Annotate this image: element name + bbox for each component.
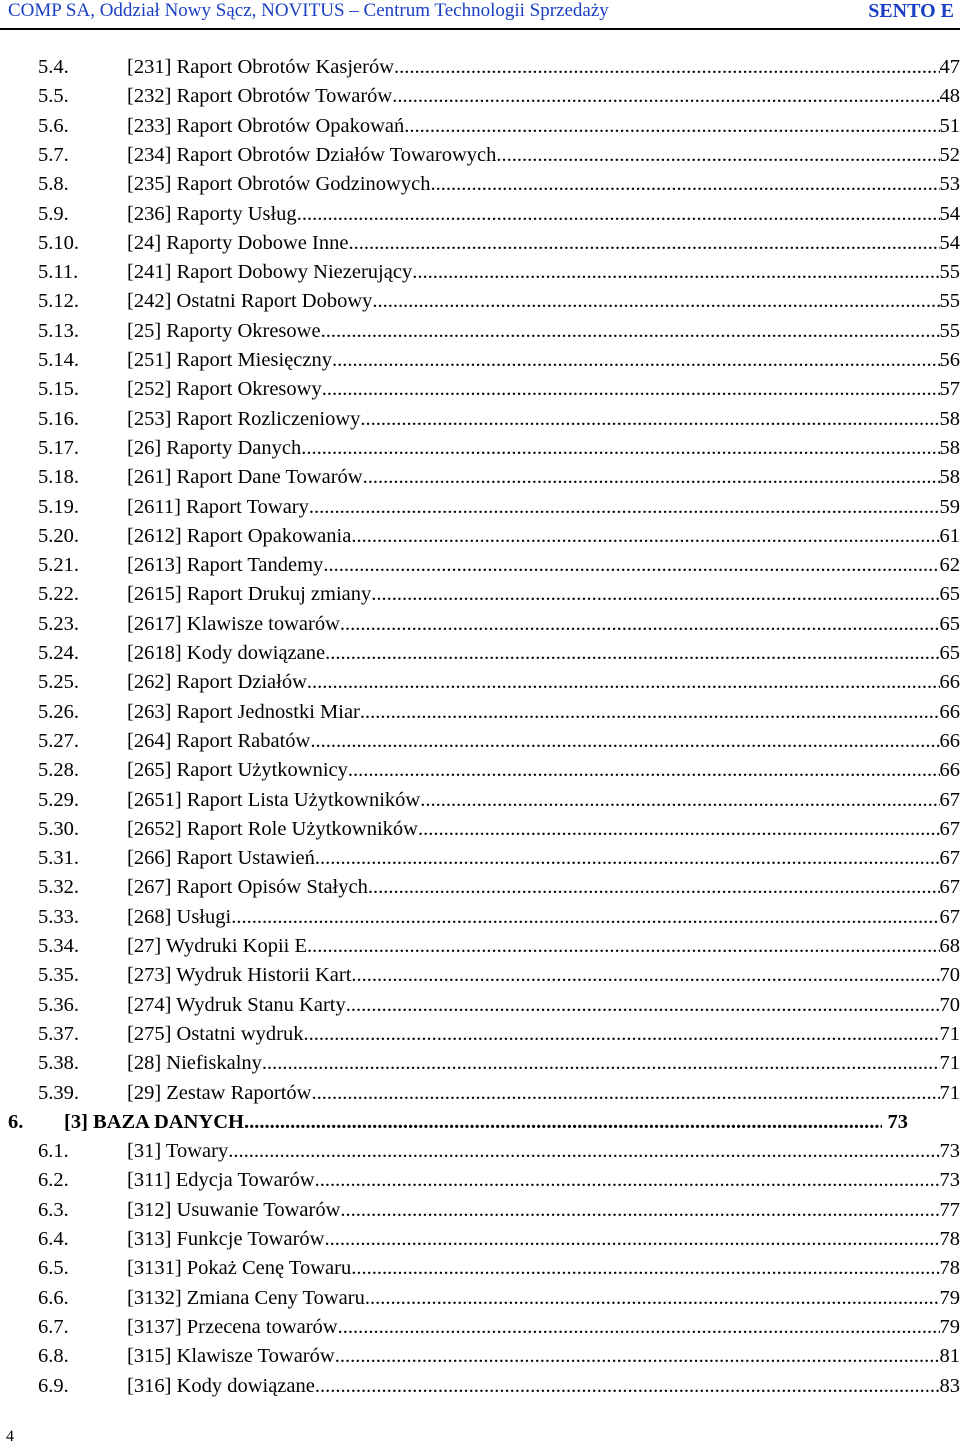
toc-entry-page: 48: [939, 85, 960, 108]
toc-leader-dots: [392, 82, 939, 111]
toc-entry[interactable]: [0, 786, 960, 815]
toc-entry[interactable]: [0, 1049, 960, 1078]
toc-entry-title: [127, 1342, 960, 1371]
toc-entry-number: 5.34.: [38, 935, 79, 957]
toc-entry-page: 54: [939, 231, 960, 254]
toc-entry-label: [236] Raporty Usług: [127, 202, 297, 225]
toc-entry-title: [127, 580, 960, 609]
toc-leader-dots: [324, 1225, 939, 1254]
toc-entry-title: [127, 53, 960, 82]
toc-entry-label: [262] Raport Działów: [127, 671, 307, 694]
toc-entry-label: [2611] Raport Towary: [127, 495, 309, 518]
toc-entry-number: 6.2.: [38, 1169, 69, 1192]
toc-entry[interactable]: [0, 727, 960, 756]
toc-entry-number: 5.23.: [38, 612, 79, 635]
toc-entry-page: 57: [939, 378, 960, 401]
toc-entry[interactable]: [0, 1225, 960, 1254]
toc-entry-title: [127, 317, 960, 346]
toc-entry-number: 6.8.: [38, 1345, 69, 1368]
toc-entry-number: 5.26.: [38, 700, 79, 723]
toc-leader-dots: [404, 112, 939, 141]
toc-leader-dots: [412, 258, 939, 287]
toc-entry-title: [127, 1225, 960, 1254]
toc-entry-title: [127, 1313, 960, 1342]
toc-entry[interactable]: [0, 112, 960, 141]
toc-entry[interactable]: [0, 1372, 960, 1401]
toc-entry-label: [2651] Raport Lista Użytkowników: [127, 788, 421, 811]
toc-entry-page: 58: [939, 436, 960, 459]
toc-entry-page: 62: [939, 554, 960, 577]
toc-entry-page: 83: [939, 1374, 960, 1397]
toc-entry-page: 78: [939, 1257, 960, 1280]
toc-entry-page: 59: [939, 495, 960, 518]
toc-leader-dots: [310, 727, 939, 756]
toc-entry-label: [3131] Pokaż Cenę Towaru: [127, 1257, 352, 1280]
page-header: [0, 0, 960, 26]
toc-entry[interactable]: [0, 287, 960, 316]
toc-entry-page: 51: [939, 114, 960, 137]
toc-leader-dots: [311, 1079, 939, 1108]
toc-entry-number: 5.10.: [38, 231, 79, 254]
toc-leader-dots: [322, 375, 940, 404]
toc-entry-number: 5.36.: [38, 993, 79, 1016]
toc-entry-label: [266] Raport Ustawień: [127, 847, 315, 870]
toc-entry-label: [261] Raport Dane Towarów: [127, 466, 363, 489]
toc-entry-page: 67: [939, 876, 960, 899]
toc-entry-number: 5.4.: [38, 56, 69, 78]
toc-entry-page: 70: [939, 964, 960, 987]
toc-entry-number: 5.32.: [38, 876, 79, 899]
toc-entry-number: 6.7.: [38, 1315, 69, 1338]
toc-leader-dots: [323, 551, 939, 580]
toc-entry-title: [127, 434, 960, 463]
toc-entry-title: [127, 786, 960, 815]
toc-entry-number: 6.5.: [38, 1257, 69, 1280]
page-number: 4: [6, 1428, 14, 1445]
toc-entry-label: [2613] Raport Tandemy: [127, 554, 324, 577]
toc-entry-label: [265] Raport Użytkownicy: [127, 759, 348, 782]
toc-entry-page: 68: [939, 935, 960, 957]
toc-entry[interactable]: [0, 1196, 960, 1225]
toc-entry-title: [127, 258, 960, 287]
toc-entry-number: 5.39.: [38, 1081, 79, 1104]
toc-entry-title: [127, 1020, 960, 1049]
toc-entry-label: [3] BAZA DANYCH: [64, 1110, 244, 1133]
toc-entry-label: [2618] Kody dowiązane: [127, 642, 326, 664]
toc-leader-dots: [351, 522, 939, 551]
toc-entry[interactable]: [0, 375, 960, 404]
toc-entry-label: [312] Usuwanie Towarów: [127, 1198, 341, 1221]
toc-entry-label: [316] Kody dowiązane: [127, 1374, 315, 1397]
toc-entry-label: [313] Funkcje Towarów: [127, 1228, 325, 1250]
toc-entry[interactable]: [0, 961, 960, 990]
toc-entry-title: [127, 170, 960, 199]
toc-entry-page: 56: [939, 349, 960, 371]
toc-entry-title: [127, 141, 960, 170]
toc-entry-page: 73: [939, 1169, 960, 1192]
toc-entry-label: [263] Raport Jednostki Miar: [127, 700, 360, 723]
toc-entry-label: [267] Raport Opisów Stałych: [127, 876, 368, 899]
toc-entry[interactable]: [0, 1137, 960, 1166]
toc-entry-label: [311] Edycja Towarów: [127, 1169, 315, 1192]
toc-entry-page: 77: [939, 1198, 960, 1221]
toc-entry-page: 55: [939, 290, 960, 313]
toc-leader-dots: [262, 1049, 940, 1078]
toc-entry-number: 5.5.: [38, 85, 69, 108]
toc-entry-page: 79: [939, 1315, 960, 1338]
toc-entry-title: [127, 903, 960, 932]
toc-entry[interactable]: [0, 522, 960, 551]
toc-entry-number: 5.20.: [38, 524, 79, 547]
toc-leader-dots: [332, 346, 940, 375]
toc-leader-dots: [301, 434, 939, 463]
toc-entry[interactable]: [0, 991, 960, 1020]
toc-entry-label: [3132] Zmiana Ceny Towaru: [127, 1286, 365, 1309]
toc-leader-dots: [325, 639, 939, 668]
toc-entry-page: 65: [939, 612, 960, 635]
toc-entry-title: [127, 727, 960, 756]
toc-entry-page: 66: [939, 729, 960, 752]
toc-entry-title: [127, 1137, 960, 1166]
toc-entry-page: 71: [939, 1052, 960, 1075]
toc-entry[interactable]: [0, 756, 960, 785]
toc-entry-number: 5.16.: [38, 407, 79, 430]
toc-entry-title: [127, 1284, 960, 1313]
toc-entry-title: [127, 1049, 960, 1078]
toc-entry-label: [315] Klawisze Towarów: [127, 1345, 335, 1368]
toc-entry-label: [251] Raport Miesięczny: [127, 349, 332, 371]
toc-entry-label: [2612] Raport Opakowania: [127, 524, 352, 547]
toc-entry-number: 6.4.: [38, 1228, 69, 1250]
toc-entry-page: 71: [939, 1081, 960, 1104]
toc-entry[interactable]: [0, 258, 960, 287]
toc-entry-number: 5.29.: [38, 788, 79, 811]
toc-entry-label: [24] Raporty Dobowe Inne: [127, 231, 349, 254]
toc-entry[interactable]: [0, 1342, 960, 1371]
toc-entry[interactable]: [0, 493, 960, 522]
toc-entry[interactable]: [0, 1020, 960, 1049]
toc-entry-number: 6.1.: [38, 1140, 69, 1163]
toc-entry-page: 73: [887, 1110, 908, 1133]
toc-entry-label: [274] Wydruk Stanu Karty: [127, 993, 346, 1016]
toc-entry-title: [127, 346, 960, 375]
toc-leader-dots: [228, 1137, 939, 1166]
toc-entry-page: 65: [939, 642, 960, 664]
toc-entry[interactable]: [0, 932, 960, 961]
toc-entry-label: [273] Wydruk Historii Kart: [127, 964, 352, 987]
toc-entry[interactable]: [0, 1254, 960, 1283]
toc-entry-number: 5.28.: [38, 759, 79, 782]
toc-entry-number: 5.13.: [38, 319, 79, 342]
toc-entry-title: [127, 1079, 960, 1108]
toc-entry-number: 5.25.: [38, 671, 79, 694]
toc-leader-dots: [496, 141, 939, 170]
toc-entry[interactable]: [0, 317, 960, 346]
toc-entry-title: [127, 493, 960, 522]
toc-entry-label: [235] Raport Obrotów Godzinowych: [127, 173, 431, 196]
toc-entry[interactable]: [0, 551, 960, 580]
toc-entry-title: [127, 405, 960, 434]
toc-leader-dots: [315, 1166, 940, 1195]
toc-entry-page: 66: [939, 759, 960, 782]
toc-entry-title: [127, 1254, 960, 1283]
toc-leader-dots: [365, 1284, 940, 1313]
toc-entry[interactable]: [0, 903, 960, 932]
header-rule: [0, 28, 960, 30]
toc-entry-page: 81: [939, 1345, 960, 1368]
toc-entry-number: 5.12.: [38, 290, 79, 313]
toc-entry-title: [127, 551, 960, 580]
toc-entry-page: 66: [939, 671, 960, 694]
toc-entry-page: 54: [939, 202, 960, 225]
toc-leader-dots: [394, 53, 939, 82]
toc-entry-label: [231] Raport Obrotów Kasjerów: [127, 56, 395, 78]
toc-leader-dots: [430, 170, 939, 199]
toc-entry[interactable]: [0, 1284, 960, 1313]
toc-entry-label: [252] Raport Okresowy: [127, 378, 322, 401]
toc-entry-title: [127, 1372, 960, 1401]
toc-entry[interactable]: [0, 1166, 960, 1195]
toc-entry-number: 5.22.: [38, 583, 79, 606]
toc-leader-dots: [371, 580, 939, 609]
toc-entry-number: 5.38.: [38, 1052, 79, 1075]
toc-entry-title: [127, 610, 960, 639]
toc-entry-page: 55: [939, 319, 960, 342]
toc-entry-title: [127, 375, 960, 404]
toc-entry-number: 5.31.: [38, 847, 79, 870]
toc-entry-page: 53: [939, 173, 960, 196]
toc-leader-dots: [321, 317, 940, 346]
toc-entry-title: [127, 698, 960, 727]
toc-leader-dots: [304, 1020, 940, 1049]
toc-entry-title: [127, 522, 960, 551]
toc-entry-number: 5.18.: [38, 466, 79, 489]
toc-entry-page: 67: [939, 847, 960, 870]
toc-entry-title: [127, 112, 960, 141]
toc-entry[interactable]: [0, 580, 960, 609]
toc-entry-page: 58: [939, 407, 960, 430]
toc-entry-page: 58: [939, 466, 960, 489]
toc-entry-page: 65: [939, 583, 960, 606]
toc-entry-title: [127, 1166, 960, 1195]
header-company: COMP SA, Oddział Nowy Sącz, NOVITUS – Centrum Technologii Sprzedaży: [8, 0, 609, 21]
toc-entry-title: [127, 82, 960, 111]
toc-entry-number: 5.11.: [38, 261, 79, 284]
toc-entry-page: 66: [939, 700, 960, 723]
toc-entry-page: 67: [939, 817, 960, 840]
toc-leader-dots: [315, 844, 940, 873]
toc-entry-label: [264] Raport Rabatów: [127, 729, 311, 752]
toc-leader-dots: [231, 903, 939, 932]
toc-entry-number: 5.37.: [38, 1022, 79, 1045]
toc-entry[interactable]: [0, 141, 960, 170]
toc-entry-page: 61: [939, 524, 960, 547]
toc-entry-number: 6.9.: [38, 1374, 69, 1397]
toc-entry-page: 78: [939, 1228, 960, 1250]
toc-entry[interactable]: [0, 815, 960, 844]
toc-entry[interactable]: [0, 639, 960, 668]
toc-entry-number: 5.14.: [38, 349, 79, 371]
toc-leader-dots: [351, 1254, 939, 1283]
toc-entry-title: [127, 991, 960, 1020]
toc-entry-number: 6.6.: [38, 1286, 69, 1309]
toc-entry[interactable]: [0, 463, 960, 492]
toc-entry[interactable]: [0, 610, 960, 639]
toc-entry[interactable]: [0, 170, 960, 199]
toc-entry-number: 5.7.: [38, 143, 69, 166]
toc-entry-page: 55: [939, 261, 960, 284]
toc-leader-dots: [309, 493, 940, 522]
toc-leader-dots: [315, 1372, 940, 1401]
toc-entry-page: 70: [939, 993, 960, 1016]
toc-entry-title: [127, 229, 960, 258]
toc-entry-label: [29] Zestaw Raportów: [127, 1081, 312, 1104]
toc-leader-dots: [418, 815, 940, 844]
toc-entry-number: 5.15.: [38, 378, 79, 401]
toc-entry-number: 5.9.: [38, 202, 69, 225]
toc-entry[interactable]: [0, 873, 960, 902]
toc-entry[interactable]: [0, 698, 960, 727]
toc-leader-dots: [348, 229, 939, 258]
toc-entry-title: [127, 873, 960, 902]
toc-entry-label: [233] Raport Obrotów Opakowań: [127, 114, 405, 137]
toc-leader-dots: [335, 1342, 940, 1371]
toc-leader-dots: [244, 1108, 882, 1137]
toc-entry[interactable]: [0, 346, 960, 375]
toc-entry-title: [64, 1108, 908, 1137]
toc-entry-number: 5.24.: [38, 642, 79, 664]
toc-leader-dots: [307, 932, 939, 961]
toc-entry-label: [2617] Klawisze towarów: [127, 612, 340, 635]
toc-entry-title: [127, 200, 960, 229]
toc-entry-label: [28] Niefiskalny: [127, 1052, 262, 1075]
toc-entry-number: 5.8.: [38, 173, 69, 196]
toc-entry-number: 5.30.: [38, 817, 79, 840]
toc-entry-number: 5.21.: [38, 554, 79, 577]
toc-entry-label: [31] Towary: [127, 1140, 229, 1163]
toc-entry-title: [127, 932, 960, 961]
toc-entry-number: 6.3.: [38, 1198, 69, 1221]
toc-entry-title: [127, 815, 960, 844]
toc-entry-label: [2615] Raport Drukuj zmiany: [127, 583, 372, 606]
toc-entry-label: [26] Raporty Danych: [127, 436, 302, 459]
toc-entry[interactable]: [0, 668, 960, 697]
toc-entry-label: [232] Raport Obrotów Towarów: [127, 85, 393, 108]
toc-entry-number: 5.17.: [38, 436, 79, 459]
toc-leader-dots: [360, 698, 940, 727]
toc-entry-label: [2652] Raport Role Użytkowników: [127, 817, 418, 840]
toc-entry-page: 67: [939, 905, 960, 928]
toc-leader-dots: [372, 287, 939, 316]
header-product: SENTO E: [868, 0, 954, 22]
toc-entry-label: [3137] Przecena towarów: [127, 1315, 338, 1338]
toc-entry-page: 71: [939, 1022, 960, 1045]
toc-entry-title: [127, 463, 960, 492]
toc-entry-title: [127, 639, 960, 668]
toc-entry[interactable]: [0, 405, 960, 434]
toc-entry-label: [234] Raport Obrotów Działów Towarowych: [127, 143, 497, 166]
toc-entry-page: 52: [939, 143, 960, 166]
toc-leader-dots: [346, 991, 940, 1020]
toc-entry-page: 47: [939, 56, 960, 78]
toc-leader-dots: [420, 786, 939, 815]
toc-leader-dots: [368, 873, 940, 902]
toc-entry-page: 73: [939, 1140, 960, 1163]
toc-entry-number: 5.19.: [38, 495, 79, 518]
toc-entry-number: 5.35.: [38, 964, 79, 987]
toc-entry[interactable]: [0, 434, 960, 463]
toc-entry[interactable]: [0, 1079, 960, 1108]
toc-leader-dots: [351, 961, 939, 990]
toc-entry[interactable]: [0, 82, 960, 111]
toc-entry[interactable]: [0, 53, 960, 82]
toc-entry-title: [127, 287, 960, 316]
toc-chapter-entry[interactable]: [0, 1108, 960, 1137]
toc-entry-label: [275] Ostatni wydruk: [127, 1022, 304, 1045]
toc-leader-dots: [340, 610, 940, 639]
toc-entry-page: 79: [939, 1286, 960, 1309]
toc-entry-label: [242] Ostatni Raport Dobowy: [127, 290, 373, 313]
toc-entry-page: 67: [939, 788, 960, 811]
toc-entry-label: [25] Raporty Okresowe: [127, 319, 321, 342]
toc-entry[interactable]: [0, 200, 960, 229]
toc-entry-number: 5.33.: [38, 905, 79, 928]
toc-leader-dots: [338, 1313, 940, 1342]
toc-leader-dots: [348, 756, 940, 785]
toc-leader-dots: [340, 1196, 939, 1225]
toc-leader-dots: [307, 668, 940, 697]
toc-entry-title: [127, 1196, 960, 1225]
toc-entry[interactable]: [0, 229, 960, 258]
toc-entry-label: [253] Raport Rozliczeniowy: [127, 407, 361, 430]
toc-entry-number: 5.27.: [38, 729, 79, 752]
toc-leader-dots: [360, 405, 939, 434]
toc-leader-dots: [297, 200, 940, 229]
toc-entry-label: [27] Wydruki Kopii E: [127, 935, 308, 957]
toc-entry-number: 6.: [8, 1110, 24, 1133]
toc-entry-title: [127, 961, 960, 990]
toc-entry-number: 5.6.: [38, 114, 69, 137]
toc-entry-title: [127, 668, 960, 697]
toc-entry-title: [127, 756, 960, 785]
toc-entry-label: [241] Raport Dobowy Niezerujący: [127, 261, 413, 284]
toc-entry[interactable]: [0, 844, 960, 873]
toc-leader-dots: [363, 463, 940, 492]
toc-entry-label: [268] Usługi: [127, 905, 232, 928]
toc-entry-title: [127, 844, 960, 873]
toc-entry[interactable]: [0, 1313, 960, 1342]
